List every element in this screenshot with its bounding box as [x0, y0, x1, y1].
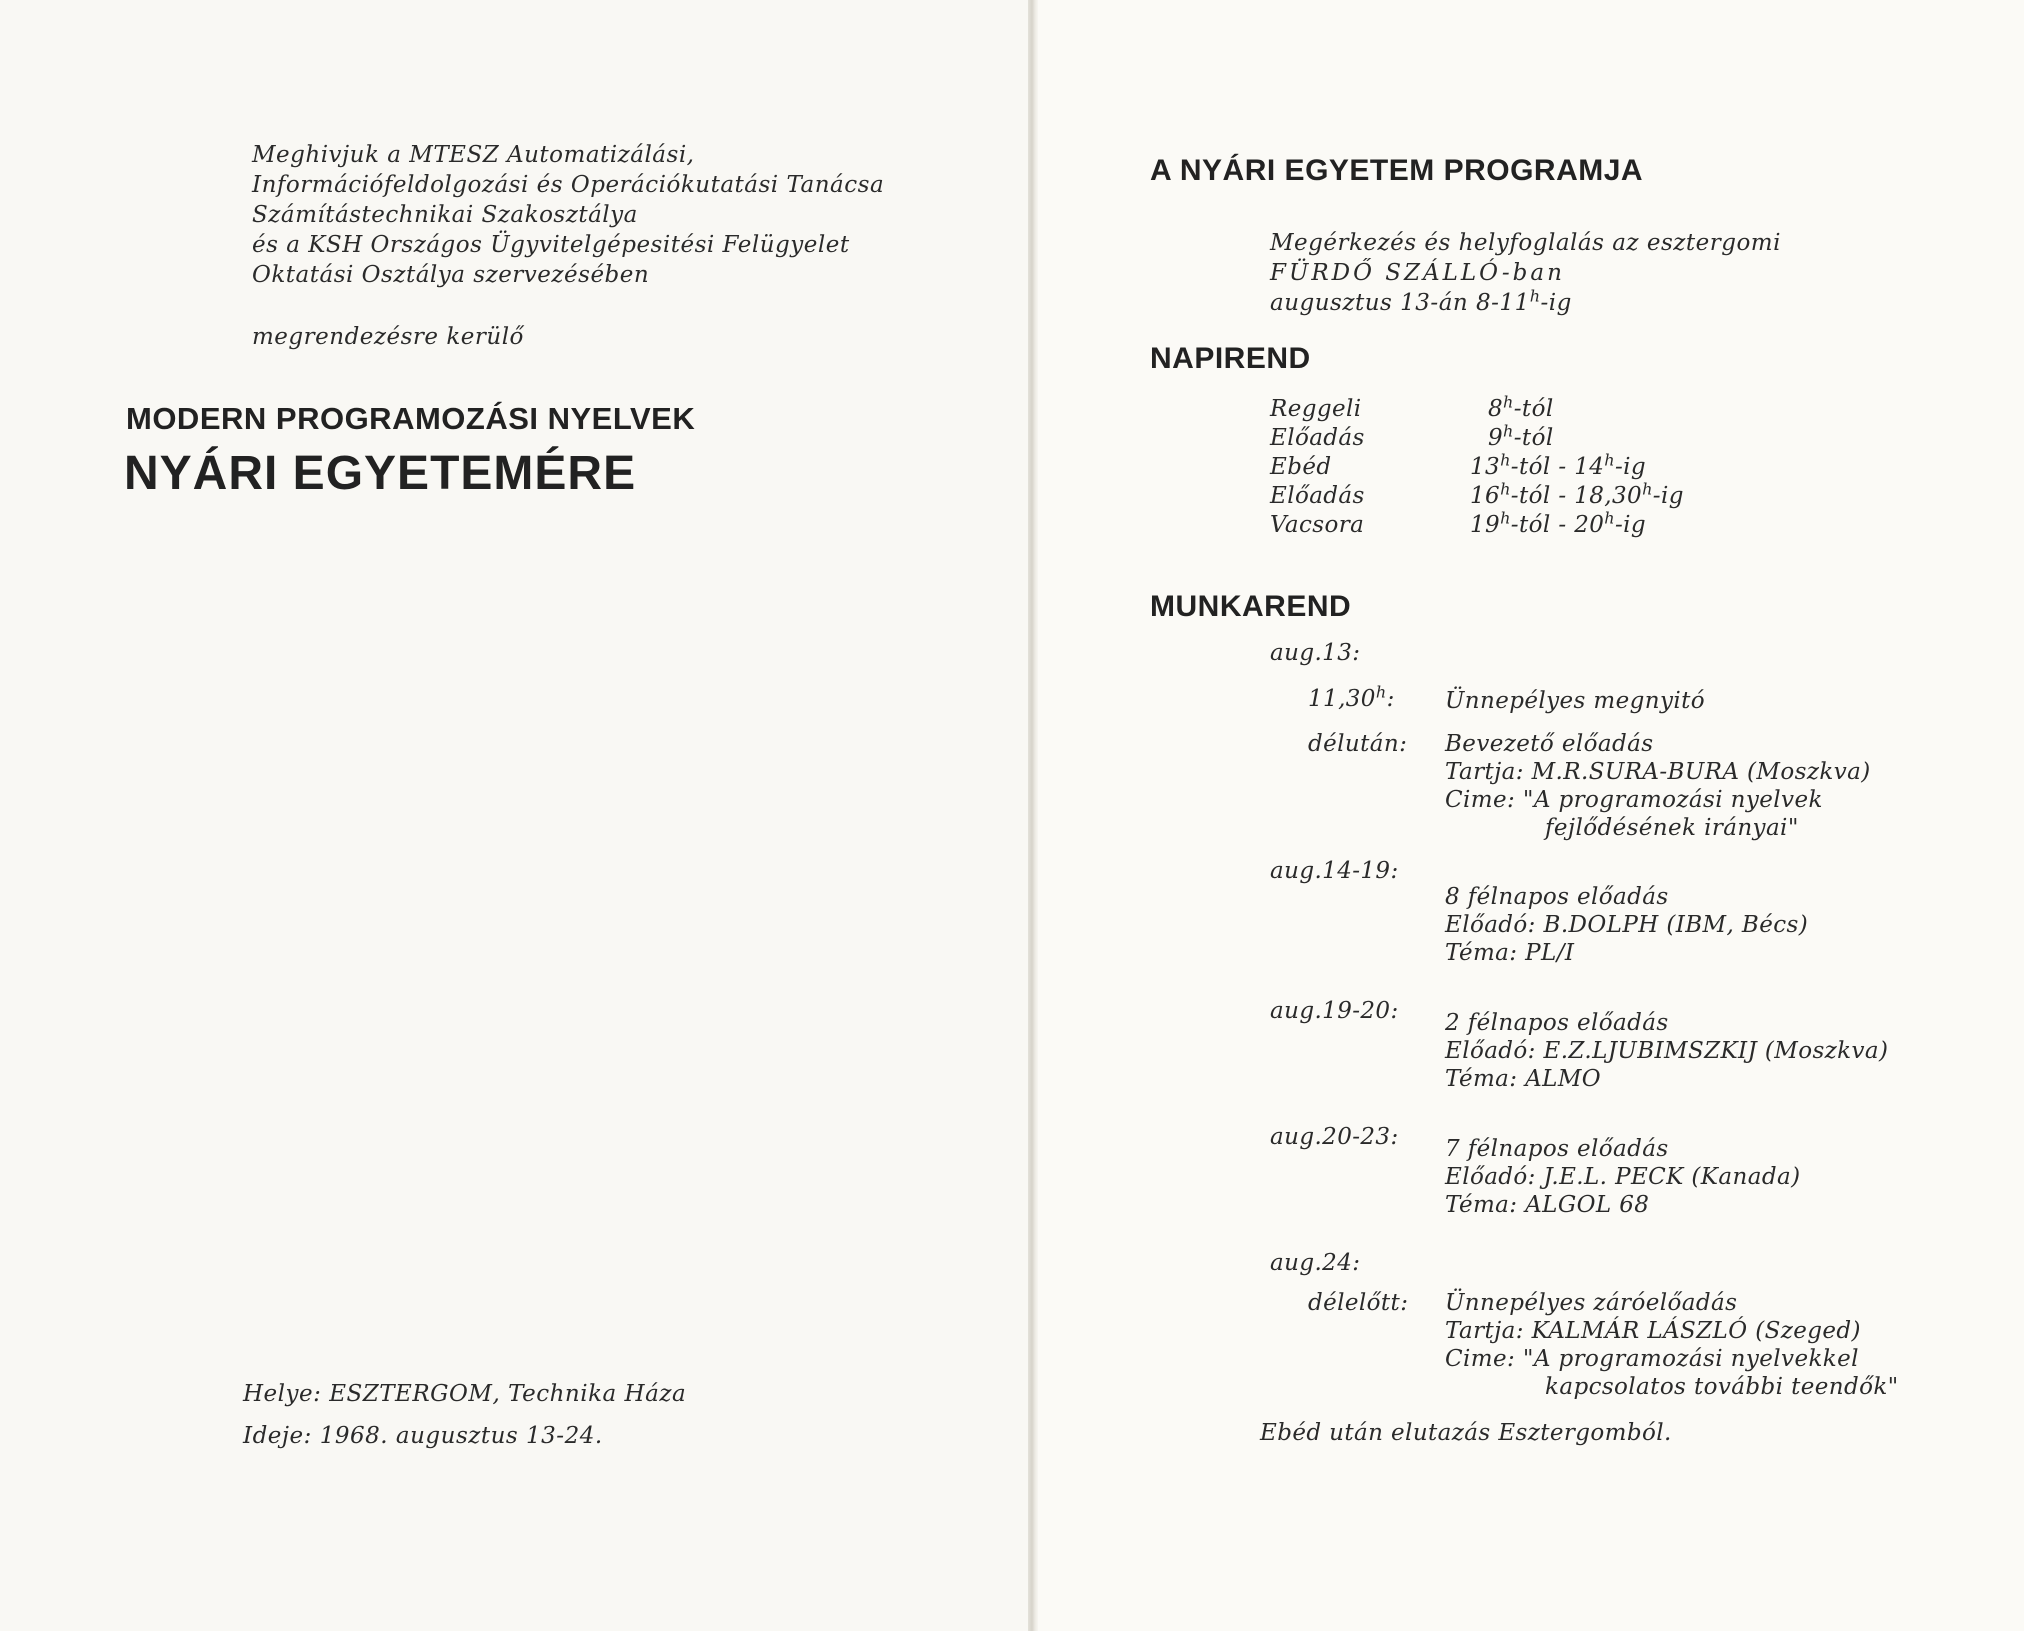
- date-label: aug.13:: [1270, 640, 1361, 666]
- event-text: Téma: ALGOL 68: [1445, 1192, 1650, 1218]
- date-label: aug.19-20:: [1270, 998, 1399, 1024]
- program-title: A NYÁRI EGYETEM PROGRAMJA: [1150, 154, 1644, 187]
- subintro: megrendezésre kerülő: [252, 324, 524, 350]
- intro-line: Oktatási Osztálya szervezésében: [252, 262, 650, 288]
- event-text: 2 félnapos előadás: [1445, 1010, 1669, 1036]
- place: Helye: ESZTERGOM, Technika Háza: [243, 1381, 687, 1407]
- event-text: Téma: PL/I: [1445, 940, 1575, 966]
- event-text: Előadó: B.DOLPH (IBM, Bécs): [1445, 912, 1809, 938]
- event-text: kapcsolatos további teendők": [1545, 1374, 1899, 1400]
- title-line-2: NYÁRI EGYETEMÉRE: [124, 447, 637, 500]
- arrival-block: [1270, 228, 1781, 318]
- event-text: Ünnepélyes záróelőadás: [1445, 1290, 1738, 1316]
- event-text: fejlődésének irányai": [1545, 815, 1799, 841]
- intro-line: és a KSH Országos Ügyvitelgépesitési Felügyelet: [252, 232, 850, 258]
- napirend-label: Előadás: [1270, 483, 1365, 509]
- time-label: 11,30$^h$:: [1308, 682, 1395, 712]
- date-label: aug.24:: [1270, 1250, 1361, 1276]
- event-text: Tartja: KALMÁR LÁSZLÓ (Szeged): [1445, 1318, 1861, 1344]
- event-text: 7 félnapos előadás: [1445, 1136, 1669, 1162]
- page-fold: [1028, 0, 1038, 1631]
- napirend-label: Vacsora: [1270, 512, 1365, 538]
- napirend-time: 19$^h$-tól - 20$^h$-ig: [1470, 508, 1647, 538]
- napirend-label: Előadás: [1270, 425, 1365, 451]
- arrival-line: Megérkezés és helyfoglalás az esztergomi: [1270, 230, 1781, 256]
- event-text: Előadó: E.Z.LJUBIMSZKIJ (Moszkva): [1445, 1038, 1889, 1064]
- event-text: Cime: "A programozási nyelvek: [1445, 787, 1823, 813]
- event-text: Cime: "A programozási nyelvekkel: [1445, 1346, 1859, 1372]
- event-text: Bevezető előadás: [1445, 731, 1654, 757]
- napirend-time: 9$^h$-tól: [1488, 421, 1554, 451]
- intro-line: Információfeldolgozási és Operációkutatási Tanácsa: [252, 172, 885, 198]
- intro-line: Számítástechnikai Szakosztálya: [252, 202, 638, 228]
- arrival-time: augusztus 13-án 8-11$^h$-ig: [1270, 286, 1572, 316]
- napirend-label: Reggeli: [1270, 396, 1362, 422]
- time-label: délután:: [1308, 731, 1408, 757]
- title-line-1: MODERN PROGRAMOZÁSI NYELVEK: [126, 401, 696, 436]
- event-text: Előadó: J.E.L. PECK (Kanada): [1445, 1164, 1801, 1190]
- date: Ideje: 1968. augusztus 13-24.: [243, 1423, 603, 1449]
- napirend-time: 8$^h$-tól: [1488, 392, 1554, 422]
- napirend-label: Ebéd: [1270, 454, 1332, 480]
- date-label: aug.14-19:: [1270, 858, 1399, 884]
- napirend-time: 16$^h$-tól - 18,30$^h$-ig: [1470, 479, 1684, 509]
- munkarend-heading: MUNKAREND: [1150, 590, 1352, 623]
- intro-line: Meghivjuk a MTESZ Automatizálási,: [252, 142, 695, 168]
- event-text: Téma: ALMO: [1445, 1066, 1602, 1092]
- event-text: Ünnepélyes megnyitó: [1445, 688, 1706, 714]
- napirend-time: 13$^h$-tól - 14$^h$-ig: [1470, 450, 1647, 480]
- departure-note: Ebéd után elutazás Esztergomból.: [1260, 1420, 1672, 1446]
- arrival-hotel: FÜRDŐ SZÁLLÓ-ban: [1270, 260, 1565, 286]
- date-label: aug.20-23:: [1270, 1124, 1399, 1150]
- napirend-heading: NAPIREND: [1150, 342, 1311, 375]
- time-label: délelőtt:: [1308, 1290, 1409, 1316]
- event-text: 8 félnapos előadás: [1445, 884, 1669, 910]
- event-text: Tartja: M.R.SURA-BURA (Moszkva): [1445, 759, 1871, 785]
- intro-text: [252, 140, 884, 290]
- right-page: [1030, 0, 2024, 1631]
